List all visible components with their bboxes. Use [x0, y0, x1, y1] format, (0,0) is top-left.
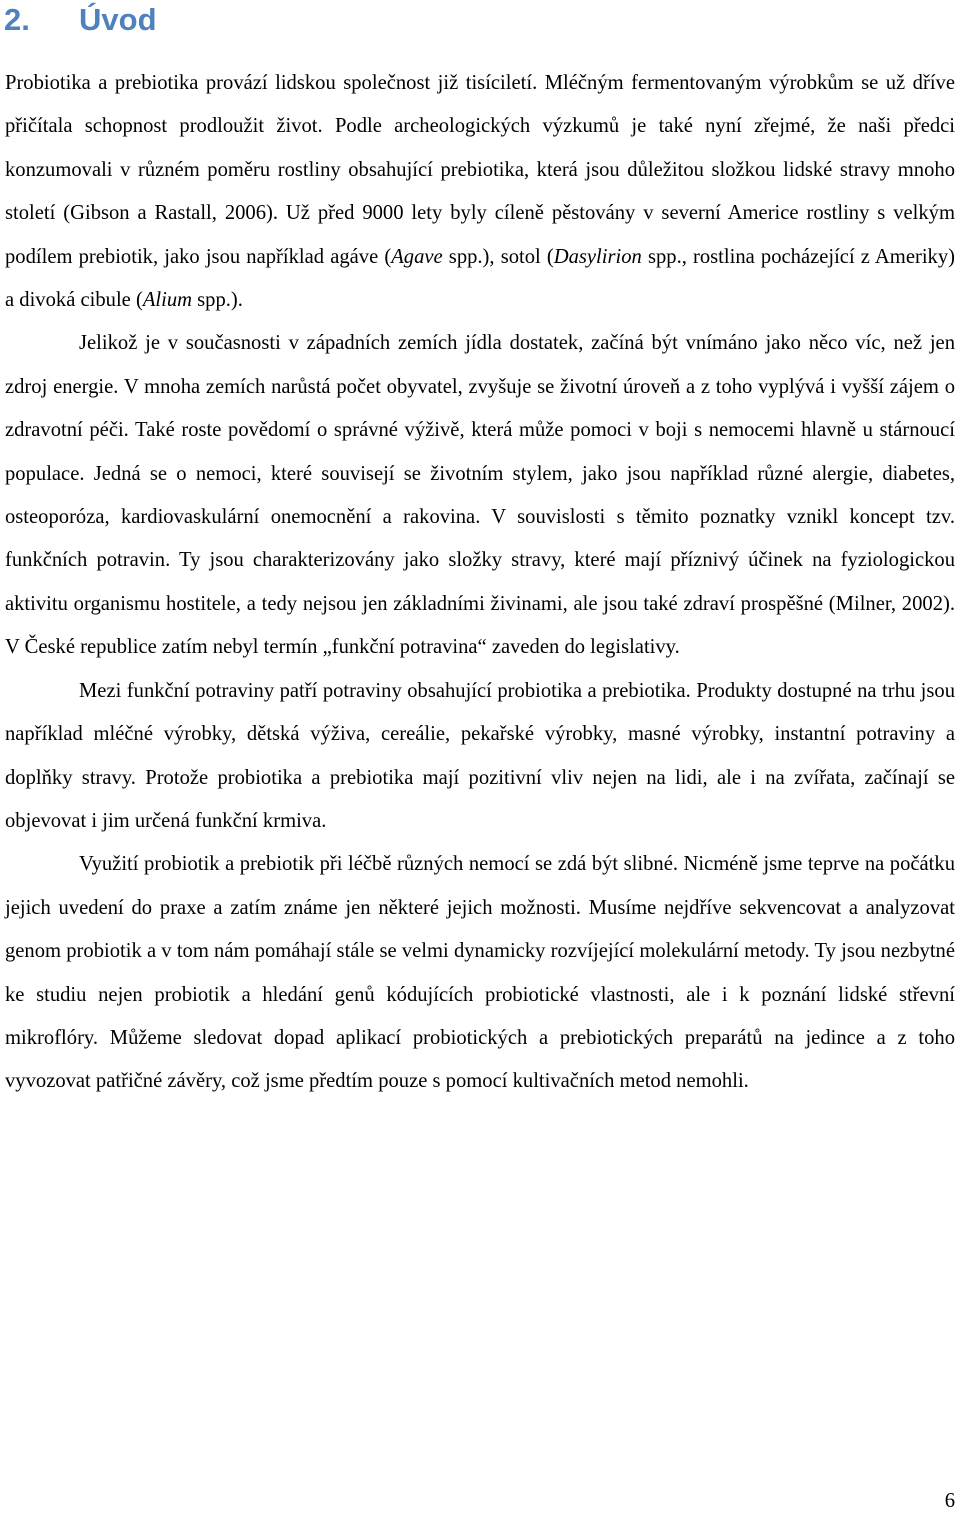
- section-heading: [4, 2, 157, 38]
- paragraph-text: spp., rostlina pocházející z Ameriky) a divoká cibule (: [5, 245, 955, 312]
- paragraph-text: Využití probiotik a prebiotik při léčbě různých nemocí se zdá být slibné. Nicméně jsme teprve na počátku jejich uvedení do praxe a zatím známe jen některé jejich možnosti. Musíme nejdříve sekvencovat a analyzovat genom probiotik a v tom nám pomáhají stále se velmi dynamicky rozvíjející molekulární metody. Ty jsou nezbytné ke studiu nejen probiotik a hledání genů kódujících probiotické vlastnosti, ale i k poznání lidské střevní mikroflóry. Můžeme sledovat dopad aplikací probiotických a prebiotických preparátů na jedince a z toho vyvozovat patřičné závěry, což jsme předtím pouze s pomocí kultivačních metod nemohli.: [5, 853, 955, 1093]
- section-number: 2.: [4, 2, 30, 37]
- paragraph-3: [5, 670, 955, 844]
- latin-genus-name: Alium: [142, 289, 193, 312]
- paragraph-text: spp.).: [192, 289, 243, 312]
- paragraph-1: [5, 62, 955, 322]
- paragraph-2: [5, 322, 955, 669]
- document-body: [5, 62, 955, 1104]
- paragraph-text: Jelikož je v současnosti v západních zemích jídla dostatek, začíná být vnímáno jako něco víc, než jen zdroj energie. V mnoha zemích narůstá počet obyvatel, zvyšuje se životní úroveň a z toho vyplývá i vyšší zájem o zdravotní péči. Také roste povědomí o správné výživě, která může pomoci v boji s nemocemi hlavně u stárnoucí populace. Jedná se o nemoci, které souvisejí se životním stylem, jako jsou například různé alergie, diabetes, osteoporóza, kardiovaskulární onemocnění a rakovina. V souvislosti s těmito poznatky vznikl koncept tzv. funkčních potravin. Ty jsou charakterizovány jako složky stravy, které mají příznivý účinek na fyziologickou aktivitu organismu hostitele, a tedy nejsou jen základními živinami, ale jsou také zdraví prospěšné (Milner, 2002). V České republice zatím nebyl termín „funkční potravina“ zaveden do legislativy.: [5, 332, 955, 659]
- paragraph-text: Probiotika a prebiotika provází lidskou společnost již tisíciletí. Mléčným fermentovaným výrobkům se už dříve přičítala schopnost prodloužit život. Podle archeologických výzkumů je také nyní zřejmé, že naši předci konzumovali v různém poměru rostliny obsahující prebiotika, která jsou důležitou složkou lidské stravy mnoho století (Gibson a Rastall, 2006). Už před 9000 lety byly cíleně pěstovány v severní Americe rostliny s velkým podílem prebiotik, jako jsou například agáve (: [5, 72, 955, 268]
- paragraph-text: Mezi funkční potraviny patří potraviny obsahující probiotika a prebiotika. Produkty dostupné na trhu jsou například mléčné výrobky, dětská výživa, cereálie, pekařské výrobky, masné výrobky, instantní potraviny a doplňky stravy. Protože probiotika a prebiotika mají pozitivní vliv nejen na lidi, ale i na zvířata, začínají se objevovat i jim určená funkční krmiva.: [5, 679, 955, 832]
- section-title: Úvod: [79, 2, 157, 37]
- latin-genus-name: Dasylirion: [553, 245, 642, 268]
- paragraph-4: [5, 843, 955, 1103]
- latin-genus-name: Agave: [391, 245, 443, 268]
- paragraph-text: spp.), sotol (: [442, 245, 554, 268]
- page-number: 6: [944, 1490, 955, 1512]
